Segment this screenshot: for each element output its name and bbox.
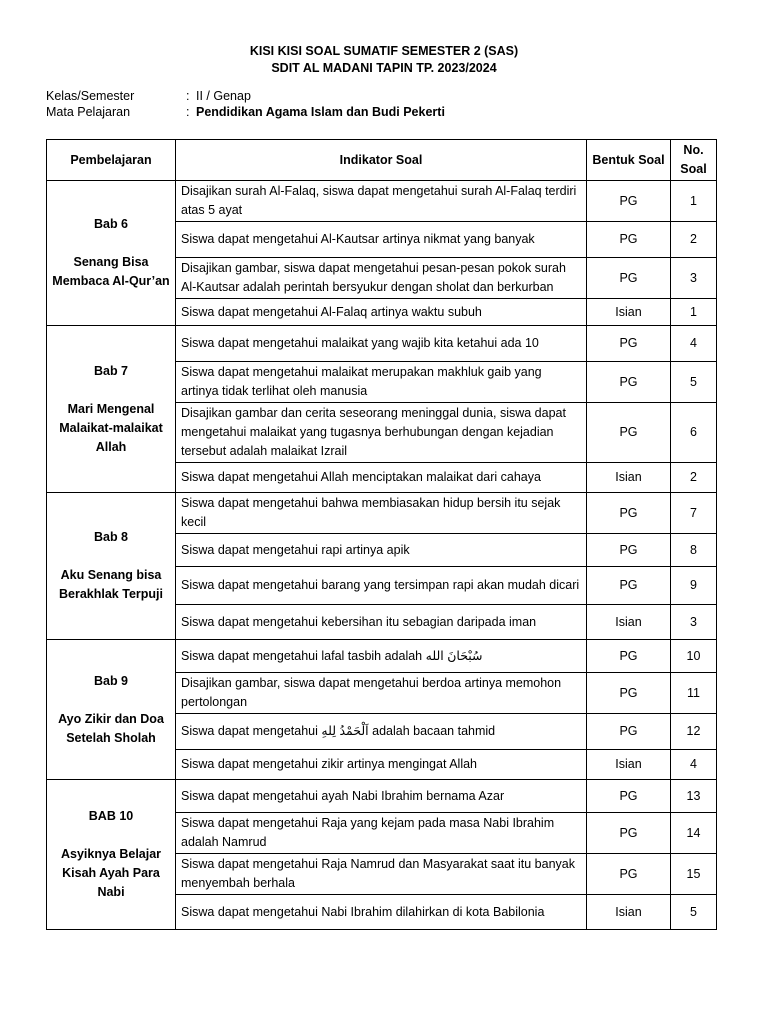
header-no-line1: No. [683,143,704,157]
school-title: SDIT AL MADANI TAPIN TP. 2023/2024 [271,61,497,75]
header-no-soal [671,140,717,181]
bentuk-soal-cell: PG [587,326,671,362]
indikator-cell: Siswa dapat mengetahui Nabi Ibrahim dilahirkan di kota Babilonia [176,895,587,930]
pembelajaran-cell [47,640,176,780]
bab-label: Bab 6 [93,217,129,231]
bentuk-soal-cell: PG [587,813,671,854]
indikator-cell: Siswa dapat mengetahui lafal tasbih adalah سُبْحَانَ الله [176,640,587,673]
no-soal-cell: 2 [671,463,717,493]
colon: : [186,89,190,103]
no-soal-cell: 2 [671,222,717,258]
kisi-kisi-table [46,139,717,930]
table-row [47,640,717,673]
spacer [52,234,170,253]
indikator-cell: Siswa dapat mengetahui Raja yang kejam pada masa Nabi Ibrahim adalah Namrud [176,813,587,854]
pembelajaran-cell [47,326,176,493]
no-soal-cell: 6 [671,403,717,463]
pembelajaran-cell [47,181,176,326]
bentuk-soal-cell: PG [587,640,671,673]
bab-name: Mari Mengenal Malaikat-malaikat Allah [59,401,163,454]
indikator-cell: Siswa dapat mengetahui اَلْحَمْدُ لِلهِ adalah bacaan tahmid [176,714,587,750]
bentuk-soal-cell: PG [587,567,671,605]
indikator-cell: Siswa dapat mengetahui Raja Namrud dan Masyarakat saat itu banyak menyembah berhala [176,854,587,895]
indikator-cell: Siswa dapat mengetahui Al-Kautsar artinya nikmat yang banyak [176,222,587,258]
indikator-cell: Siswa dapat mengetahui bahwa membiasakan hidup bersih itu sejak kecil [176,493,587,534]
no-soal-cell: 5 [671,895,717,930]
no-soal-cell: 1 [671,299,717,326]
bab-name: Senang Bisa Membaca Al-Qur’an [52,255,170,288]
no-soal-cell: 1 [671,181,717,222]
bab-name: Asyiknya Belajar Kisah Ayah Para Nabi [60,847,162,899]
no-soal-cell: 9 [671,567,717,605]
spacer [52,826,170,845]
pembelajaran-cell [47,780,176,930]
bentuk-soal-cell: Isian [587,299,671,326]
indikator-cell: Siswa dapat mengetahui ayah Nabi Ibrahim bernama Azar [176,780,587,813]
bentuk-soal-cell: PG [587,258,671,299]
bentuk-soal-cell: PG [587,362,671,403]
bentuk-soal-cell: PG [587,493,671,534]
table-row [47,780,717,813]
table-header-row [47,140,717,181]
kelas-value: II / Genap [196,89,251,103]
spacer [52,691,170,710]
indikator-cell: Siswa dapat mengetahui barang yang tersimpan rapi akan mudah dicari [176,567,587,605]
bentuk-soal-cell: PG [587,222,671,258]
table-row [47,181,717,222]
bentuk-soal-cell: PG [587,403,671,463]
indikator-cell: Disajikan gambar dan cerita seseorang meninggal dunia, siswa dapat mengetahui malaikat yang tugasnya berhubungan dengan kejadian tersebut adalah malaikat Izrail [176,403,587,463]
bentuk-soal-cell: Isian [587,895,671,930]
no-soal-cell: 7 [671,493,717,534]
header-no-line2: Soal [680,162,707,176]
spacer [52,547,170,566]
bentuk-soal-cell: Isian [587,605,671,640]
table-row [47,326,717,362]
indikator-cell: Siswa dapat mengetahui Allah menciptakan malaikat dari cahaya [176,463,587,493]
colon: : [186,105,190,119]
indikator-cell: Disajikan gambar, siswa dapat mengetahui berdoa artinya memohon pertolongan [176,673,587,714]
bab-label: Bab 8 [93,530,129,544]
no-soal-cell: 11 [671,673,717,714]
mapel-label: Mata Pelajaran [46,105,131,119]
indikator-cell: Siswa dapat mengetahui rapi artinya apik [176,534,587,567]
indikator-cell: Siswa dapat mengetahui malaikat yang wajib kita ketahui ada 10 [176,326,587,362]
no-soal-cell: 8 [671,534,717,567]
header-pembelajaran: Pembelajaran [47,140,176,181]
bab-label: Bab 9 [93,673,129,688]
no-soal-cell: 13 [671,780,717,813]
no-soal-cell: 4 [671,750,717,780]
bentuk-soal-cell: PG [587,780,671,813]
indikator-cell: Siswa dapat mengetahui Al-Falaq artinya waktu subuh [176,299,587,326]
kelas-semester-row [46,89,251,103]
no-soal-cell: 4 [671,326,717,362]
no-soal-cell: 10 [671,640,717,673]
bab-label: BAB 10 [88,809,134,823]
header-indikator: Indikator Soal [176,140,587,181]
bentuk-soal-cell: PG [587,534,671,567]
bentuk-soal-cell: Isian [587,750,671,780]
no-soal-cell: 14 [671,813,717,854]
indikator-cell: Siswa dapat mengetahui zikir artinya mengingat Allah [176,750,587,780]
document-title: KISI KISI SOAL SUMATIF SEMESTER 2 (SAS) [249,44,519,58]
no-soal-cell: 3 [671,605,717,640]
indikator-cell: Siswa dapat mengetahui kebersihan itu sebagian daripada iman [176,605,587,640]
no-soal-cell: 3 [671,258,717,299]
mapel-value: Pendidikan Agama Islam dan Budi Pekerti [196,105,445,119]
bab-label: Bab 7 [93,363,129,378]
spacer [52,381,170,400]
indikator-cell: Disajikan gambar, siswa dapat mengetahui pesan-pesan pokok surah Al-Kautsar adalah perintah bersyukur dengan sholat dan berkurban [176,258,587,299]
bab-name: Aku Senang bisa Berakhlak Terpuji [59,568,163,601]
header-bentuk-soal: Bentuk Soal [587,140,671,181]
mata-pelajaran-row [46,105,445,119]
kelas-label: Kelas/Semester [46,89,135,103]
bentuk-soal-cell: PG [587,673,671,714]
pembelajaran-cell [47,493,176,640]
no-soal-cell: 15 [671,854,717,895]
table-row [47,493,717,534]
indikator-cell: Disajikan surah Al-Falaq, siswa dapat mengetahui surah Al-Falaq terdiri atas 5 ayat [176,181,587,222]
no-soal-cell: 12 [671,714,717,750]
indikator-cell: Siswa dapat mengetahui malaikat merupakan makhluk gaib yang artinya tidak terlihat oleh manusia [176,362,587,403]
bentuk-soal-cell: PG [587,181,671,222]
bentuk-soal-cell: PG [587,854,671,895]
bab-name: Ayo Zikir dan Doa Setelah Sholah [58,711,164,745]
no-soal-cell: 5 [671,362,717,403]
bentuk-soal-cell: PG [587,714,671,750]
bentuk-soal-cell: Isian [587,463,671,493]
